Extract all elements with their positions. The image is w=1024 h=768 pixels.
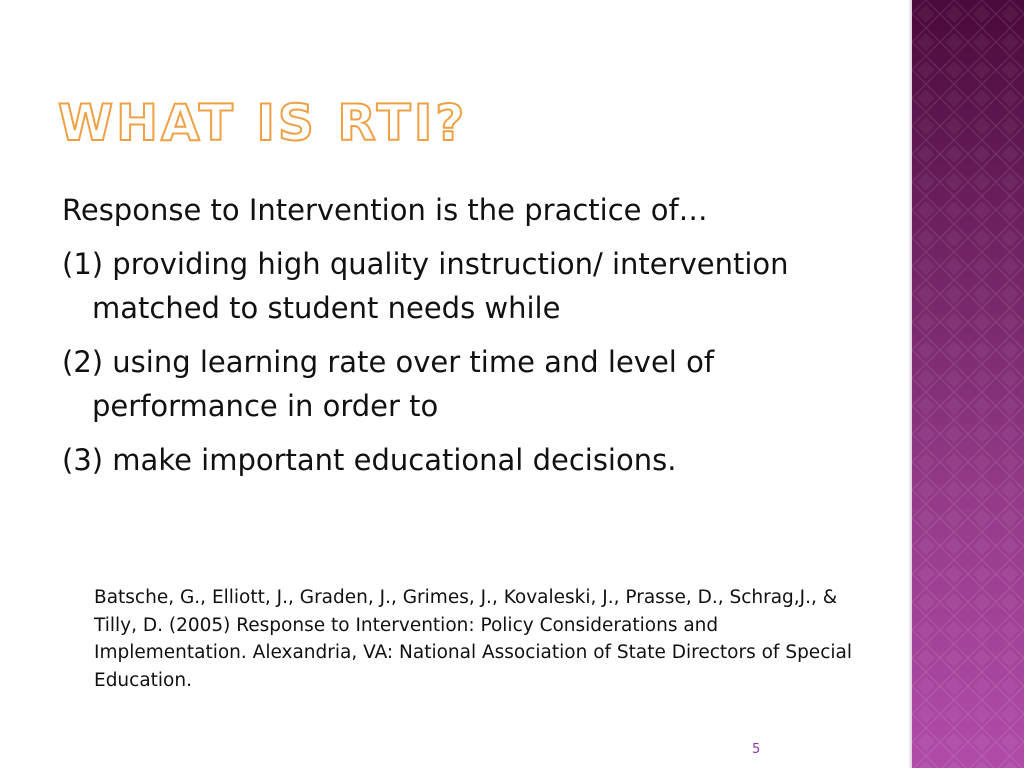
slide-title: WHAT IS RTI? <box>58 94 468 152</box>
citation: Batsche, G., Elliott, J., Graden, J., Grimes, J., Kovaleski, J., Prasse, D., Schrag,J., & Tilly, D. (2005) Response to Intervention: Policy Considerations and Implementation. Alexandria, VA: National Association of State Directors of Special Education. <box>94 587 852 691</box>
body-line-1: (1) providing high quality instruction/ intervention matched to student needs while <box>62 247 789 325</box>
body-line-2: (2) using learning rate over time and level of performance in order to <box>62 345 715 423</box>
page-number: 5 <box>752 742 761 757</box>
decorative-side-band <box>912 0 1024 768</box>
slide-body <box>62 188 892 492</box>
body-line-intro: Response to Intervention is the practice of… <box>62 193 708 227</box>
diamond-pattern <box>912 0 1024 768</box>
body-line-3: (3) make important educational decisions. <box>62 443 677 477</box>
